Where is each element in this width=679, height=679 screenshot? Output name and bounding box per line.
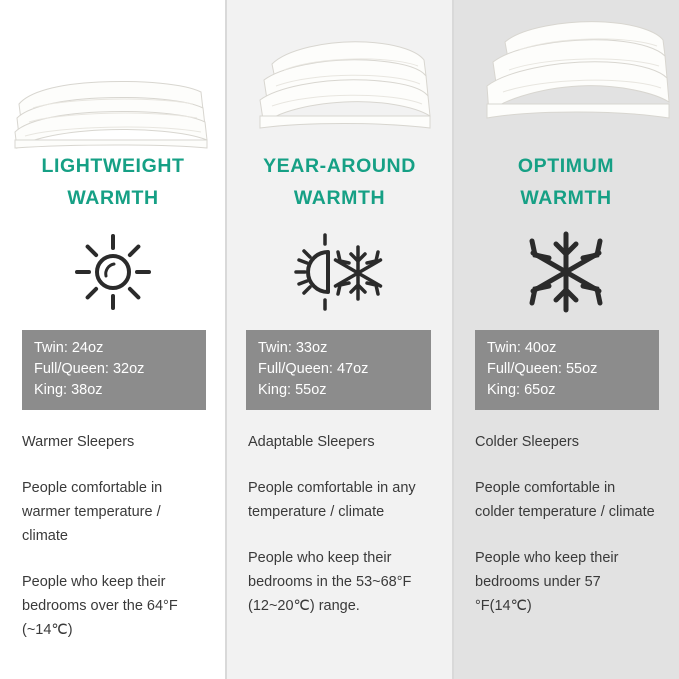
icon-container-lightweight bbox=[0, 224, 226, 320]
weight-king: King: 38oz bbox=[34, 382, 103, 398]
folded-blanket-illustration bbox=[13, 52, 213, 150]
weight-king: King: 65oz bbox=[487, 382, 556, 398]
description-optimum bbox=[453, 430, 679, 618]
column-lightweight bbox=[0, 0, 226, 679]
folded-blanket-illustration bbox=[461, 14, 671, 138]
weight-twin: Twin: 24oz bbox=[34, 340, 104, 356]
description-paragraph-2: People who keep their bedrooms under 57 °F(14℃) bbox=[475, 550, 619, 614]
column-divider bbox=[225, 0, 227, 679]
weights-box-year-around bbox=[246, 330, 431, 410]
icon-container-year-around bbox=[226, 224, 453, 320]
title-line-1: YEAR-AROUND bbox=[263, 155, 416, 177]
column-divider bbox=[452, 0, 454, 679]
weight-full-queen: Full/Queen: 47oz bbox=[258, 361, 369, 377]
description-paragraph-1: People comfortable in warmer temperature / climate bbox=[22, 480, 163, 544]
column-title-year-around bbox=[226, 150, 453, 214]
weight-full-queen: Full/Queen: 32oz bbox=[34, 361, 145, 377]
title-line-2: WARMTH bbox=[520, 187, 612, 209]
weight-twin: Twin: 40oz bbox=[487, 340, 557, 356]
weight-twin: Twin: 33oz bbox=[258, 340, 328, 356]
description-lightweight bbox=[0, 430, 226, 642]
title-line-1: LIGHTWEIGHT bbox=[41, 155, 185, 177]
sleeper-type: Warmer Sleepers bbox=[22, 434, 135, 450]
icon-container-optimum bbox=[453, 224, 679, 320]
description-paragraph-1: People comfortable in colder temperature / climate bbox=[475, 480, 655, 520]
sleeper-type: Colder Sleepers bbox=[475, 434, 579, 450]
weights-box-lightweight bbox=[22, 330, 206, 410]
description-paragraph-2: People who keep their bedrooms over the 64°F (~14℃) bbox=[22, 574, 178, 638]
sun-icon bbox=[70, 229, 156, 315]
weight-full-queen: Full/Queen: 55oz bbox=[487, 361, 598, 377]
description-year-around bbox=[226, 430, 453, 618]
title-line-2: WARMTH bbox=[293, 187, 386, 209]
blanket-image-optimum bbox=[453, 0, 679, 150]
title-line-2: WARMTH bbox=[67, 187, 159, 209]
description-paragraph-2: People who keep their bedrooms in the 53~68°F (12~20℃) range. bbox=[248, 550, 412, 614]
blanket-image-lightweight bbox=[0, 0, 226, 150]
sun-snowflake-icon bbox=[280, 229, 400, 315]
column-title-lightweight bbox=[0, 150, 226, 214]
folded-blanket-illustration bbox=[242, 28, 438, 138]
blanket-image-year-around bbox=[226, 0, 453, 150]
column-year-around bbox=[226, 0, 453, 679]
column-title-optimum bbox=[453, 150, 679, 214]
weight-king: King: 55oz bbox=[258, 382, 327, 398]
sleeper-type: Adaptable Sleepers bbox=[248, 434, 375, 450]
weights-box-optimum bbox=[475, 330, 659, 410]
column-optimum bbox=[453, 0, 679, 679]
snowflake-icon bbox=[518, 226, 614, 318]
title-line-1: OPTIMUM bbox=[517, 155, 615, 177]
description-paragraph-1: People comfortable in any temperature / climate bbox=[248, 480, 416, 520]
